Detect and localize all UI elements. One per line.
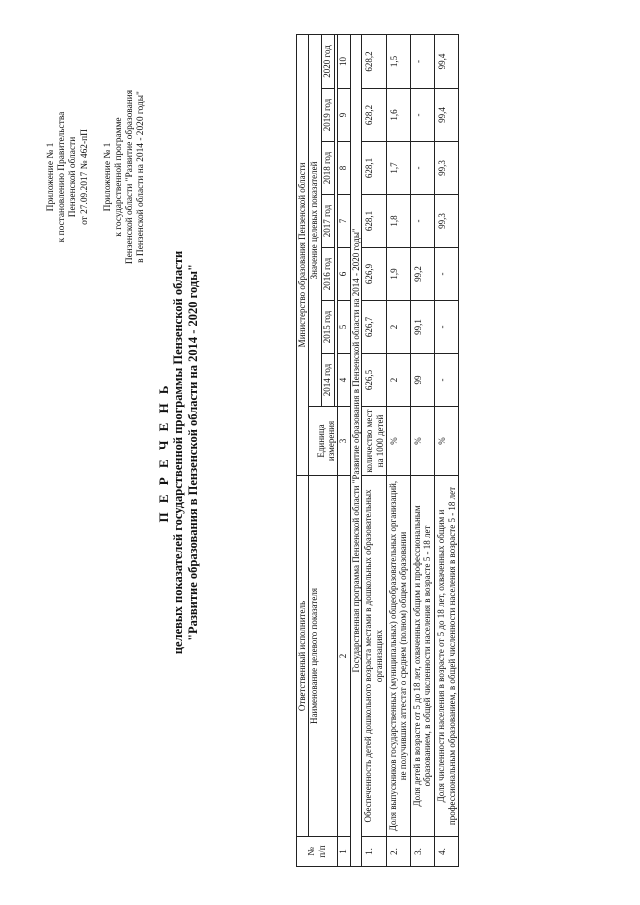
col-num: 6 — [337, 248, 350, 301]
year-2017: 2017 год — [321, 195, 334, 248]
value-cell: 99,3 — [434, 142, 458, 195]
col-num: 7 — [337, 195, 350, 248]
program-title-row — [350, 34, 362, 866]
executor-value: Министерство образования Пензенской области — [297, 34, 309, 475]
header-row-executor — [297, 34, 309, 866]
year-2015: 2015 год — [321, 301, 334, 354]
year-2018: 2018 год — [321, 142, 334, 195]
unit-header: Единица измерения — [308, 407, 337, 476]
value-cell: 1,8 — [386, 195, 410, 248]
document-title — [156, 0, 200, 905]
value-cell: - — [434, 354, 458, 407]
value-cell: 1,6 — [386, 89, 410, 142]
header-row-indicator — [308, 34, 321, 866]
indicator-name: Доля выпускников государственных (муниципальных) общеобразовательных организаций, не получивших аттестат о среднем (полном) общем образовании — [386, 476, 410, 837]
value-cell: 99 — [410, 354, 434, 407]
value-cell: 626,5 — [362, 354, 386, 407]
approval-line: к государственной программе — [114, 117, 125, 237]
table-row — [386, 34, 410, 866]
indicator-name: Доля детей в возрасте от 5 до 18 лет, охваченных общим и профессиональным образованием, в общей численности населения в возрасте 5 - 18 лет — [410, 476, 434, 837]
value-cell: 628,1 — [362, 195, 386, 248]
value-cell: - — [410, 34, 434, 88]
approval-line: Приложение № 1 — [46, 142, 56, 212]
col-num: 4 — [337, 354, 350, 407]
approval-line: Пензенской области "Развитие образования — [125, 89, 136, 265]
value-cell: 99,4 — [434, 34, 458, 88]
col-number-header: № п/п — [297, 837, 338, 867]
approval-line: к постановлению Правительства — [57, 111, 68, 243]
year-2016: 2016 год — [321, 248, 334, 301]
year-2019: 2019 год — [321, 89, 334, 142]
value-cell: 1,5 — [386, 34, 410, 88]
value-cell: 99,4 — [434, 89, 458, 142]
year-2014: 2014 год — [321, 354, 334, 407]
title-subtitle: целевых показателей государственной программы Пензенской области — [171, 250, 185, 655]
value-cell: 628,1 — [362, 142, 386, 195]
value-cell: - — [434, 301, 458, 354]
program-title: Государственная программа Пензенской области "Развитие образования в Пензенской области на 2014 - 2020 годы" — [350, 34, 362, 866]
value-cell: - — [434, 248, 458, 301]
unit-cell: % — [386, 407, 410, 476]
table-row — [362, 34, 386, 866]
col-num: 8 — [337, 142, 350, 195]
table-row — [434, 34, 458, 866]
unit-cell: % — [434, 407, 458, 476]
col-num: 3 — [337, 407, 350, 476]
col-num: 2 — [337, 476, 350, 837]
col-num: 1 — [337, 837, 350, 867]
table-row — [410, 34, 434, 866]
executor-label: Ответственный исполнитель — [297, 476, 309, 837]
value-cell: 2 — [386, 301, 410, 354]
unit-cell: количество мест на 1000 детей — [362, 407, 386, 476]
title-program-name: "Развитие образования в Пензенской области на 2014 - 2020 годы" — [185, 264, 200, 641]
col-num: 9 — [337, 89, 350, 142]
approval-line: Приложение № 1 — [102, 142, 113, 212]
value-cell: 99,3 — [434, 195, 458, 248]
value-cell: - — [410, 142, 434, 195]
value-cell: - — [410, 195, 434, 248]
unit-cell: % — [410, 407, 434, 476]
value-cell: 1,9 — [386, 248, 410, 301]
values-header: Значение целевых показателей — [308, 34, 321, 406]
column-numbers-row — [337, 34, 350, 866]
row-number: 1. — [362, 837, 386, 867]
indicator-name: Обеспеченность детей дошкольного возраста местами в дошкольных образовательных организациях — [362, 476, 386, 837]
value-cell: 99,1 — [410, 301, 434, 354]
row-number: 4. — [434, 837, 458, 867]
value-cell: 1,7 — [386, 142, 410, 195]
approval-spacer — [91, 32, 103, 322]
approval-line: Пензенской области — [68, 136, 79, 218]
value-cell: 99,2 — [410, 248, 434, 301]
value-cell: 628,2 — [362, 89, 386, 142]
approval-line: от 27.09.2017 № 462-пП — [79, 129, 90, 225]
year-2020: 2020 год — [321, 34, 334, 88]
approval-line: в Пензенской области на 2014 - 2020 годы" — [136, 91, 147, 263]
value-cell: 2 — [386, 354, 410, 407]
indicator-name-header: Наименование целевого показателя — [308, 476, 337, 837]
col-num: 10 — [337, 34, 350, 88]
indicator-name: Доля численности населения в возрасте от 5 до 18 лет, охваченных общим и профессиональным образованием, в общей численности населения в возрасте 5 - 18 лет — [434, 476, 458, 837]
value-cell: 628,2 — [362, 34, 386, 88]
title-perechen: П Е Р Е Ч Е Н Ь — [156, 382, 171, 523]
value-cell: - — [410, 89, 434, 142]
indicators-table — [296, 34, 459, 867]
col-num: 5 — [337, 301, 350, 354]
row-number: 3. — [410, 837, 434, 867]
value-cell: 626,9 — [362, 248, 386, 301]
approval-block — [46, 32, 148, 322]
row-number: 2. — [386, 837, 410, 867]
value-cell: 626,7 — [362, 301, 386, 354]
